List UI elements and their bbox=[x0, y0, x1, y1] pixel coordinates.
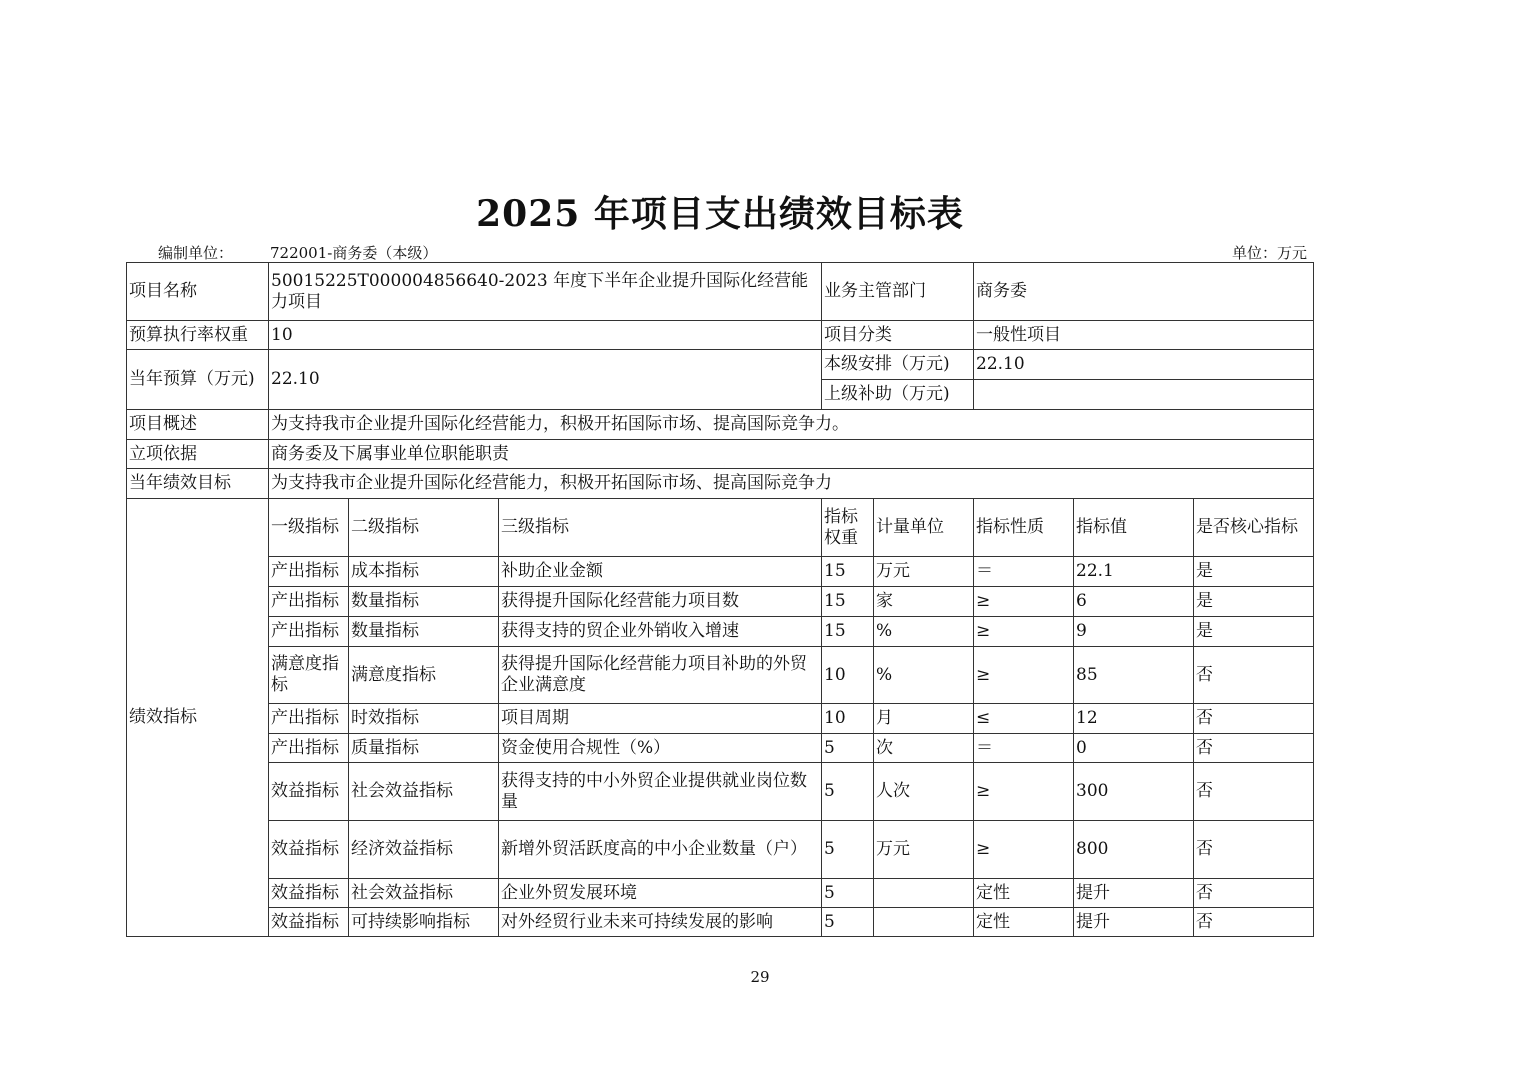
page-title: 2025 年项目支出绩效目标表 bbox=[476, 193, 964, 235]
cell-level3: 获得提升国际化经营能力项目补助的外贸企业满意度 bbox=[499, 647, 822, 704]
cell-level1: 产出指标 bbox=[269, 557, 349, 587]
category-label: 项目分类 bbox=[822, 321, 974, 350]
cell-level1: 产出指标 bbox=[269, 734, 349, 763]
cell-level3: 对外经贸行业未来可持续发展的影响 bbox=[499, 908, 822, 937]
header-level3: 三级指标 bbox=[499, 499, 822, 557]
cell-value: 12 bbox=[1074, 704, 1194, 734]
header-core: 是否核心指标 bbox=[1194, 499, 1314, 557]
indicators-label: 绩效指标 bbox=[127, 499, 269, 937]
cell-level1: 效益指标 bbox=[269, 821, 349, 879]
cell-level3: 项目周期 bbox=[499, 704, 822, 734]
overview-value: 为支持我市企业提升国际化经营能力，积极开拓国际市场、提高国际竞争力。 bbox=[269, 410, 1314, 440]
cell-level1: 效益指标 bbox=[269, 879, 349, 908]
cell-level3: 企业外贸发展环境 bbox=[499, 879, 822, 908]
cell-level2: 经济效益指标 bbox=[349, 821, 499, 879]
table-row bbox=[127, 879, 1314, 908]
compile-unit-value: 722001-商务委（本级） bbox=[270, 244, 438, 262]
header-value: 指标值 bbox=[1074, 499, 1194, 557]
page-number: 29 bbox=[750, 968, 770, 986]
cell-unit bbox=[874, 908, 974, 937]
cell-unit: 人次 bbox=[874, 763, 974, 821]
cell-nature: ≥ bbox=[974, 821, 1074, 879]
cell-core: 是 bbox=[1194, 557, 1314, 587]
cell-level3: 获得提升国际化经营能力项目数 bbox=[499, 587, 822, 617]
header-level1: 一级指标 bbox=[269, 499, 349, 557]
cell-level3: 获得支持的中小外贸企业提供就业岗位数量 bbox=[499, 763, 822, 821]
dept-label: 业务主管部门 bbox=[822, 263, 974, 321]
cell-unit: 万元 bbox=[874, 557, 974, 587]
performance-table bbox=[126, 262, 1314, 937]
cell-weight: 5 bbox=[822, 879, 874, 908]
cell-nature: ＝ bbox=[974, 557, 1074, 587]
cell-nature: ＝ bbox=[974, 734, 1074, 763]
cell-weight: 5 bbox=[822, 763, 874, 821]
table-row bbox=[127, 410, 1314, 440]
cell-level1: 产出指标 bbox=[269, 704, 349, 734]
cell-unit: 家 bbox=[874, 587, 974, 617]
project-name-value: 50015225T000004856640-2023 年度下半年企业提升国际化经营能力项目 bbox=[269, 263, 822, 321]
cell-value: 9 bbox=[1074, 617, 1194, 647]
upper-value bbox=[974, 380, 1314, 410]
table-row bbox=[127, 587, 1314, 617]
cell-weight: 15 bbox=[822, 557, 874, 587]
header-unit: 计量单位 bbox=[874, 499, 974, 557]
cell-level2: 社会效益指标 bbox=[349, 879, 499, 908]
cell-level2: 数量指标 bbox=[349, 617, 499, 647]
cell-level2: 质量指标 bbox=[349, 734, 499, 763]
header-nature: 指标性质 bbox=[974, 499, 1074, 557]
table-row bbox=[127, 440, 1314, 469]
cell-level2: 社会效益指标 bbox=[349, 763, 499, 821]
cell-level3: 获得支持的贸企业外销收入增速 bbox=[499, 617, 822, 647]
basis-value: 商务委及下属事业单位职能职责 bbox=[269, 440, 1314, 469]
cell-value: 提升 bbox=[1074, 908, 1194, 937]
cell-unit: 次 bbox=[874, 734, 974, 763]
cell-unit: 月 bbox=[874, 704, 974, 734]
table-row bbox=[127, 647, 1314, 704]
project-name-label: 项目名称 bbox=[127, 263, 269, 321]
cell-weight: 5 bbox=[822, 734, 874, 763]
cell-nature: ≥ bbox=[974, 617, 1074, 647]
cell-level2: 可持续影响指标 bbox=[349, 908, 499, 937]
header-weight: 指标权重 bbox=[822, 499, 874, 557]
cell-core: 是 bbox=[1194, 587, 1314, 617]
cell-level2: 时效指标 bbox=[349, 704, 499, 734]
cell-level2: 数量指标 bbox=[349, 587, 499, 617]
cell-value: 0 bbox=[1074, 734, 1194, 763]
cell-value: 85 bbox=[1074, 647, 1194, 704]
cell-weight: 10 bbox=[822, 647, 874, 704]
cell-core: 否 bbox=[1194, 821, 1314, 879]
cell-level2: 成本指标 bbox=[349, 557, 499, 587]
cell-value: 22.1 bbox=[1074, 557, 1194, 587]
cell-core: 否 bbox=[1194, 908, 1314, 937]
table-row bbox=[127, 617, 1314, 647]
cell-unit: % bbox=[874, 647, 974, 704]
cell-level3: 补助企业金额 bbox=[499, 557, 822, 587]
goal-value: 为支持我市企业提升国际化经营能力，积极开拓国际市场、提高国际竞争力 bbox=[269, 469, 1314, 499]
dept-value: 商务委 bbox=[974, 263, 1314, 321]
cell-level1: 产出指标 bbox=[269, 587, 349, 617]
table-row bbox=[127, 469, 1314, 499]
cell-nature: 定性 bbox=[974, 908, 1074, 937]
cell-level1: 效益指标 bbox=[269, 908, 349, 937]
goal-label: 当年绩效目标 bbox=[127, 469, 269, 499]
local-label: 本级安排（万元) bbox=[822, 350, 974, 380]
exec-weight-value: 10 bbox=[269, 321, 822, 350]
cell-weight: 5 bbox=[822, 908, 874, 937]
unit-label: 单位：万元 bbox=[1232, 244, 1308, 262]
cell-weight: 15 bbox=[822, 587, 874, 617]
cell-level2: 满意度指标 bbox=[349, 647, 499, 704]
table-row bbox=[127, 908, 1314, 937]
table-row bbox=[127, 821, 1314, 879]
cell-core: 否 bbox=[1194, 647, 1314, 704]
cell-weight: 15 bbox=[822, 617, 874, 647]
upper-label: 上级补助（万元) bbox=[822, 380, 974, 410]
cell-core: 否 bbox=[1194, 704, 1314, 734]
cell-nature: ≥ bbox=[974, 763, 1074, 821]
cell-unit: 万元 bbox=[874, 821, 974, 879]
cell-weight: 10 bbox=[822, 704, 874, 734]
table-header-row bbox=[127, 499, 1314, 557]
header-level2: 二级指标 bbox=[349, 499, 499, 557]
table-row bbox=[127, 557, 1314, 587]
cell-nature: ≥ bbox=[974, 647, 1074, 704]
cell-level3: 资金使用合规性（%） bbox=[499, 734, 822, 763]
table-row bbox=[127, 763, 1314, 821]
cell-nature: 定性 bbox=[974, 879, 1074, 908]
cell-unit: % bbox=[874, 617, 974, 647]
cell-core: 否 bbox=[1194, 879, 1314, 908]
overview-label: 项目概述 bbox=[127, 410, 269, 440]
table-row bbox=[127, 350, 1314, 380]
cell-value: 6 bbox=[1074, 587, 1194, 617]
cell-level1: 效益指标 bbox=[269, 763, 349, 821]
cell-core: 是 bbox=[1194, 617, 1314, 647]
basis-label: 立项依据 bbox=[127, 440, 269, 469]
cell-weight: 5 bbox=[822, 821, 874, 879]
cell-unit bbox=[874, 879, 974, 908]
category-value: 一般性项目 bbox=[974, 321, 1314, 350]
compile-unit-label: 编制单位： bbox=[158, 244, 234, 262]
cell-level1: 产出指标 bbox=[269, 617, 349, 647]
exec-weight-label: 预算执行率权重 bbox=[127, 321, 269, 350]
table-row bbox=[127, 321, 1314, 350]
table-row bbox=[127, 734, 1314, 763]
cell-nature: ≤ bbox=[974, 704, 1074, 734]
budget-value: 22.10 bbox=[269, 350, 822, 410]
cell-value: 300 bbox=[1074, 763, 1194, 821]
table-row bbox=[127, 704, 1314, 734]
table-row bbox=[127, 263, 1314, 321]
cell-level3: 新增外贸活跃度高的中小企业数量（户） bbox=[499, 821, 822, 879]
budget-label: 当年预算（万元) bbox=[127, 350, 269, 410]
cell-level1: 满意度指标 bbox=[269, 647, 349, 704]
cell-core: 否 bbox=[1194, 763, 1314, 821]
local-value: 22.10 bbox=[974, 350, 1314, 380]
cell-value: 提升 bbox=[1074, 879, 1194, 908]
cell-nature: ≥ bbox=[974, 587, 1074, 617]
cell-value: 800 bbox=[1074, 821, 1194, 879]
cell-core: 否 bbox=[1194, 734, 1314, 763]
